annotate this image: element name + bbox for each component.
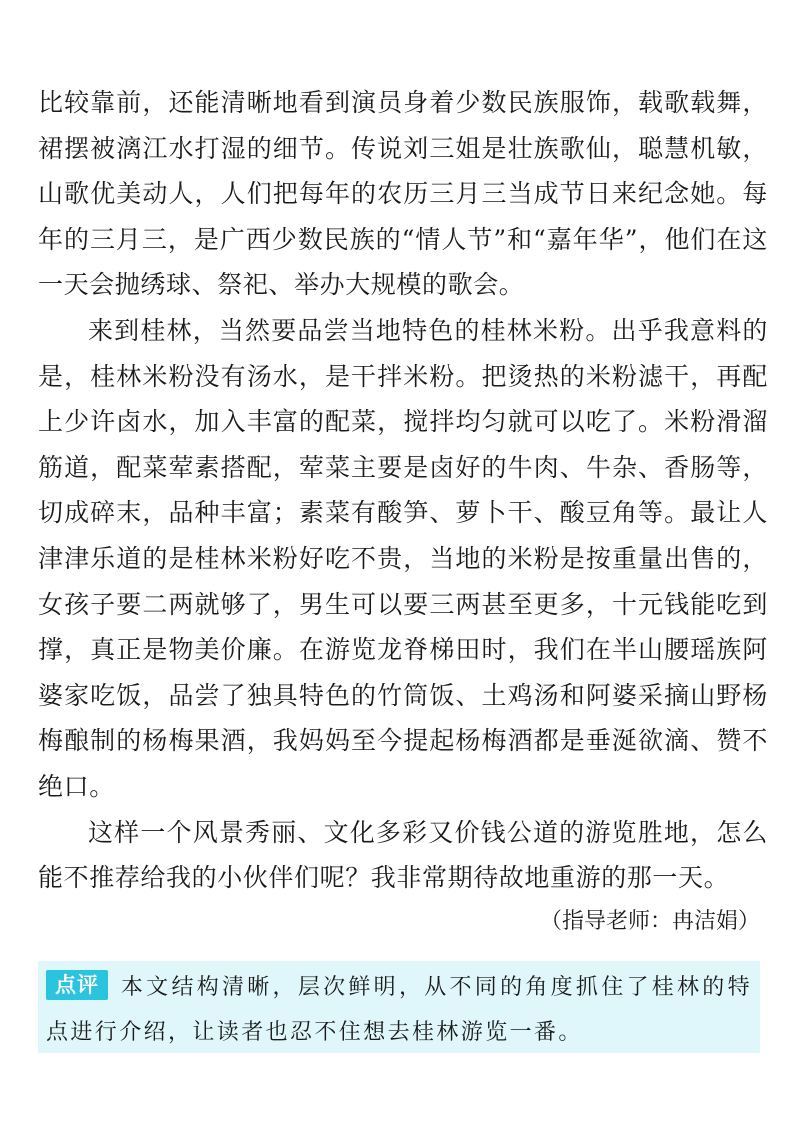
article-body: [38, 80, 768, 943]
article-paragraph-2: 来到桂林，当然要品尝当地特色的桂林米粉。出乎我意料的是，桂林米粉没有汤水，是干拌米粉。把烫热的米粉滤干，再配上少许卤水，加入丰富的配菜，搅拌均匀就可以吃了。米粉滑溜筋道，配菜荤素搭配，荤菜主要是卤好的牛肉、牛杂、香肠等，切成碎末，品种丰富；素菜有酸笋、萝卜干、酸豆角等。最让人津津乐道的是桂林米粉好吃不贵，当地的米粉是按重量出售的，女孩子要二两就够了，男生可以要三两甚至更多，十元钱能吃到撑，真正是物美价廉。在游览龙脊梯田时，我们在半山腰瑶族阿婆家吃饭，品尝了独具特色的竹筒饭、土鸡汤和阿婆采摘山野杨梅酿制的杨梅果酒，我妈妈至今提起杨梅酒都是垂涎欲滴、赞不绝口。: [38, 315, 768, 801]
review-comment-text: 本文结构清晰，层次鲜明，从不同的角度抓住了桂林的特点进行介绍，让读者也忍不住想去桂林游览一番。: [46, 975, 752, 1045]
review-comment: [46, 965, 752, 1055]
article-paragraph-1: 比较靠前，还能清晰地看到演员身着少数民族服饰，载歌载舞，裙摆被漓江水打湿的细节。传说刘三姐是壮族歌仙，聪慧机敏，山歌优美动人，人们把每年的农历三月三当成节日来纪念她。每年的三月三，是广西少数民族的“情人节”和“嘉年华”，他们在这一天会抛绣球、祭祀、举办大规模的歌会。: [38, 88, 768, 300]
review-badge: 点评: [46, 970, 108, 1000]
article-paragraph-3: 这样一个风景秀丽、文化多彩又价钱公道的游览胜地，怎么能不推荐给我的小伙伴们呢？我非常期待故地重游的那一天。: [38, 817, 768, 893]
teacher-signature: （指导老师：冉洁娟）: [539, 908, 760, 934]
review-comment-box: [38, 961, 760, 1053]
